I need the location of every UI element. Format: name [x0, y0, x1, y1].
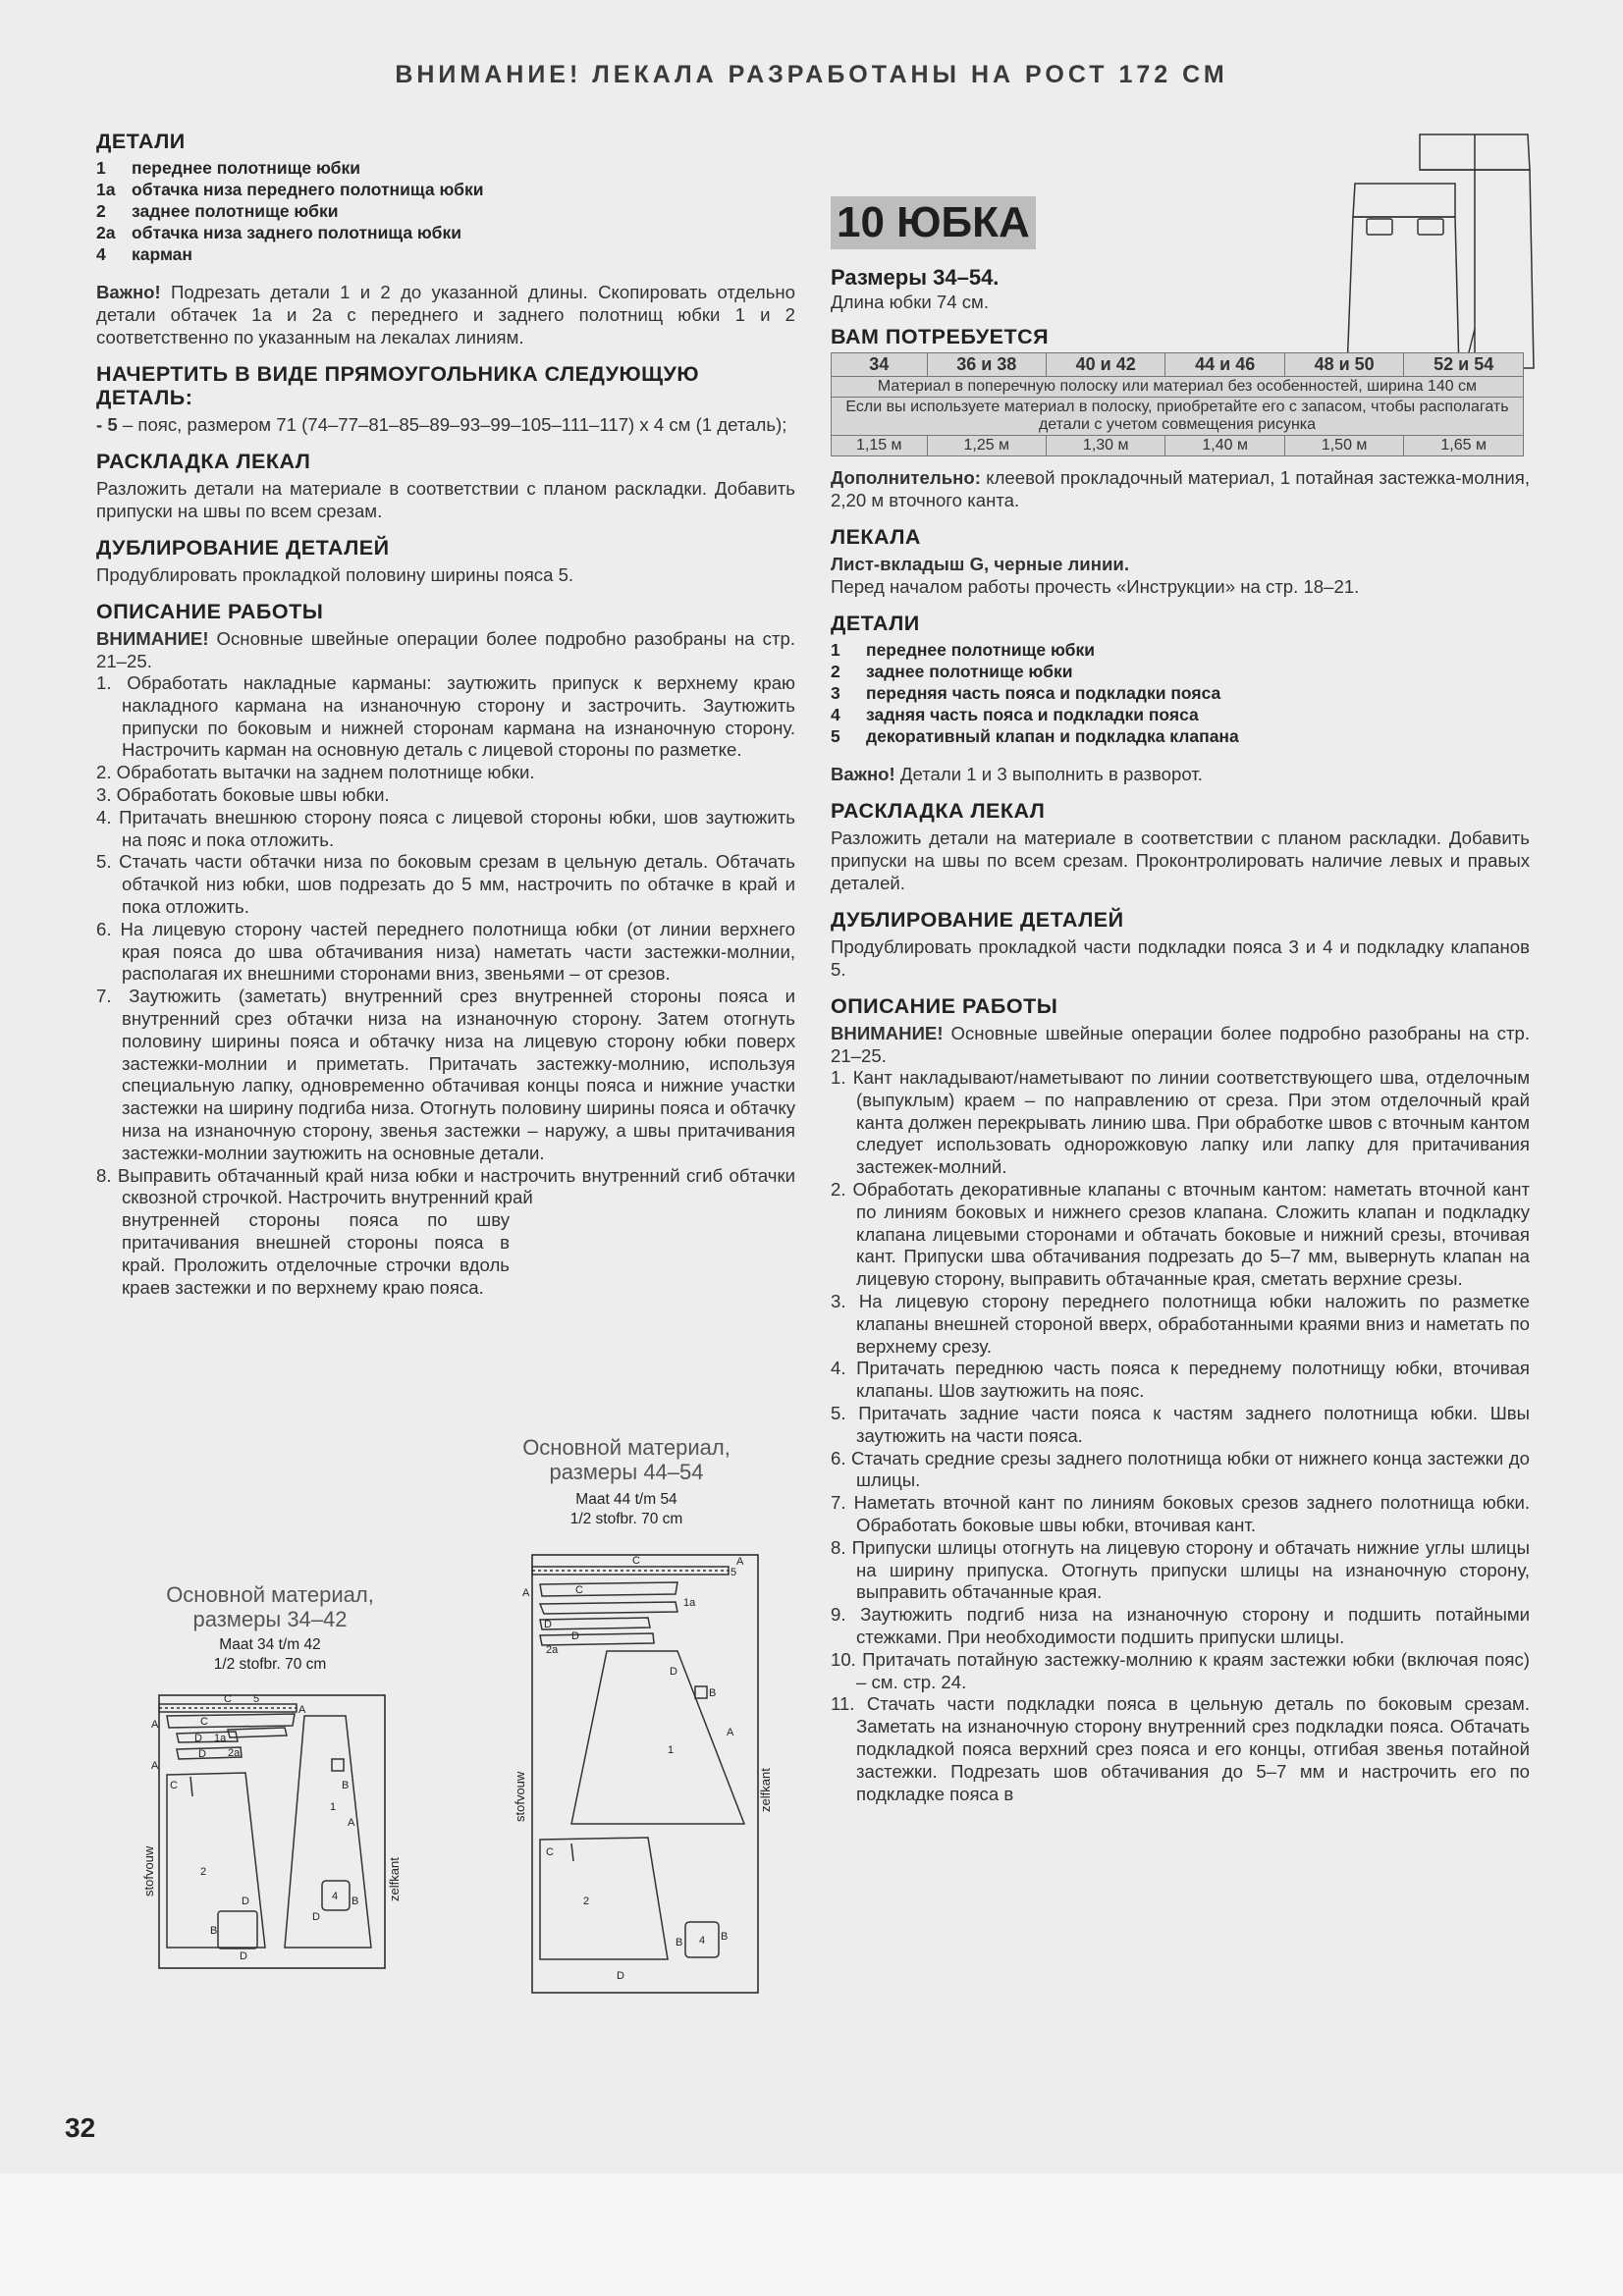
- detail-item: 2 заднее полотнище юбки: [831, 662, 1073, 681]
- label-4: 4: [332, 1891, 339, 1902]
- page-header: ВНИМАНИЕ! ЛЕКАЛА РАЗРАБОТАНЫ НА РОСТ 172 СМ: [395, 61, 1228, 88]
- label-1a: 1a: [683, 1597, 696, 1609]
- label-a: A: [151, 1760, 159, 1772]
- detail-item: 5 декоративный клапан и подкладка клапана: [831, 726, 1239, 746]
- left-column: [96, 128, 795, 1299]
- section-title: 10 ЮБКА: [831, 196, 1036, 249]
- label-a: A: [727, 1727, 734, 1738]
- label-d: D: [312, 1911, 320, 1923]
- label-b: B: [721, 1931, 729, 1943]
- back-panel: [167, 1773, 265, 1948]
- step-item: 5. Притачать задние части пояса к частям заднего полотнища юбки. Швы заутюжить на части пояса.: [831, 1402, 1530, 1446]
- label-a: A: [151, 1719, 159, 1731]
- duplication-text: Продублировать прокладкой части подкладки пояса 3 и 4 и подкладку клапанов 5.: [831, 936, 1530, 980]
- selvage-label: zelfkant: [387, 1857, 402, 1901]
- step-item: 4. Притачать переднюю часть пояса к переднему полотнищу юбки, вточивая клапаны. Шов заутюжить на пояс.: [831, 1358, 1530, 1402]
- label-d: D: [670, 1666, 677, 1678]
- step-item: 7. Заутюжить (заметать) внутренний срез внутренней стороны пояса и внутренний срез обтачки низа на изнаночную сторону. Затем отогнуть половину ширины пояса и обтачку низа на лицевую сторону юбки поверх застежки-молнии и приметать. Притачать застежку-молнию, используя специальную лапку, одновременно обтачивая концы пояса и нижние участки застежки на ширину подгиба низа. Отогнуть половину ширины пояса и обтачку низа на изнаночную сторону, звенья застежки – наружу, а швы притачивания застежки-молнии заутюжить на основные детали.: [96, 986, 795, 1163]
- layout-caption-large: Основной материал, размеры 44–54 Maat 44 t/m 54 1/2 stofbr. 70 cm: [522, 1435, 730, 1527]
- page-background: [0, 2173, 1623, 2296]
- dart-line: [571, 1843, 573, 1861]
- table-row: 1,15 м 1,25 м 1,30 м 1,40 м 1,50 м 1,65 м: [832, 436, 1524, 456]
- pattern-piece: [540, 1618, 650, 1629]
- pattern-piece: [540, 1582, 677, 1596]
- label-c: C: [170, 1780, 178, 1791]
- work-steps: [831, 1067, 1530, 1805]
- label-4: 4: [699, 1935, 706, 1947]
- dart-line: [190, 1777, 192, 1796]
- duplication-text: Продублировать прокладкой половину ширины пояса 5.: [96, 564, 574, 585]
- duplication-heading: ДУБЛИРОВАНИЕ ДЕТАЛЕЙ: [831, 908, 1124, 932]
- layout-text: Разложить детали на материале в соответствии с планом раскладки. Добавить припуски на швы по всем срезам. Проконтролировать наличие левых и правых деталей.: [831, 828, 1530, 893]
- label-d: D: [198, 1748, 206, 1760]
- table-row: Материал в поперечную полоску или материал без особенностей, ширина 140 см: [832, 377, 1524, 398]
- label-2a: 2a: [228, 1747, 241, 1759]
- label-d: D: [571, 1630, 579, 1642]
- extra-note: Дополнительно: клеевой прокладочный материал, 1 потайная застежка-молния, 2,20 м вточного канта.: [831, 467, 1530, 510]
- detail-item: 1а обтачка низа переднего полотнища юбки: [96, 180, 484, 199]
- need-heading: ВАМ ПОТРЕБУЕТСЯ: [831, 325, 1050, 348]
- label-b: B: [709, 1687, 717, 1699]
- step-item: 3. На лицевую сторону переднего полотнища юбки наложить по разметке клапаны внешней стороной вверх, обработанными краями вниз и наметать по верхнему срезу.: [831, 1290, 1530, 1357]
- step-item: 8. Припуски шлицы отогнуть на лицевую сторону и обтачать нижние углы шлицы на ширину припуска. Отогнуть припуски шлицы на изнаночную сторону, выправить обтачанные края.: [831, 1536, 1530, 1603]
- right-column: [831, 126, 1530, 1805]
- work-heading: ОПИСАНИЕ РАБОТЫ: [831, 994, 1058, 1018]
- layout-diagram-small: [137, 1690, 412, 1985]
- layout-diagram-large: [511, 1549, 795, 2001]
- detail-item: 4 карман: [96, 244, 192, 264]
- label-2: 2: [200, 1866, 207, 1878]
- label-5: 5: [253, 1693, 260, 1705]
- attention-note: ВНИМАНИЕ! Основные швейные операции более подробно разобраны на стр. 21–25.: [831, 1023, 1530, 1066]
- detail-item: 1 переднее полотнище юбки: [96, 158, 360, 178]
- patterns-heading: ЛЕКАЛА: [831, 525, 921, 549]
- pocket-mark: [332, 1759, 344, 1771]
- label-d: D: [242, 1896, 249, 1907]
- step-item: 1. Обработать накладные карманы: заутюжить припуск к верхнему краю накладного кармана на изнаночную сторону и застрочить. Заутюжить припуски по боковым и нижней сторонам кармана на изнаночную сторону. Настрочить карман на основную деталь с лицевой стороны по разметке.: [96, 672, 795, 761]
- back-panel: [540, 1838, 668, 1959]
- skirt-length: Длина юбки 74 см.: [831, 292, 989, 312]
- label-d: D: [194, 1733, 202, 1744]
- details-list: [96, 157, 795, 265]
- label-a: A: [736, 1556, 744, 1568]
- pocket-piece: [218, 1911, 257, 1949]
- work-heading: ОПИСАНИЕ РАБОТЫ: [96, 600, 324, 623]
- step-item: 1. Кант накладывают/наметывают по линии соответствующего шва, отделочным (выпуклым) краем – по направлению от среза. При этом отделочный край канта должен перекрывать линию шва. При обработке швов с вточным кантом следует использовать однорожковую лапку или лапку для притачивания застежек-молний.: [831, 1067, 1530, 1178]
- step-item: 7. Наметать вточной кант по линиям боковых срезов заднего полотнища юбки. Обработать боковые швы юбки, вточивая кант.: [831, 1492, 1530, 1535]
- step-item: 5. Стачать части обтачки низа по боковым срезам в цельную деталь. Обтачать обтачкой низ юбки, шов подрезать до 5 мм, настрочить по обтачке в край и пока отложить.: [96, 851, 795, 917]
- important-note: Важно! Подрезать детали 1 и 2 до указанной длины. Скопировать отдельно детали обтачек 1а и 2а с переднего и заднего полотнищ юбки 1 и 2 соответственно по указанным на лекалах линиям.: [96, 282, 795, 347]
- layout-heading: РАСКЛАДКА ЛЕКАЛ: [831, 799, 1046, 823]
- label-b: B: [352, 1896, 359, 1907]
- duplication-heading: ДУБЛИРОВАНИЕ ДЕТАЛЕЙ: [96, 536, 390, 560]
- rect-heading: НАЧЕРТИТЬ В ВИДЕ ПРЯМОУГОЛЬНИКА СЛЕДУЮЩУЮ ДЕТАЛЬ:: [96, 362, 700, 409]
- label-1: 1: [330, 1801, 337, 1813]
- label-5: 5: [730, 1567, 737, 1578]
- step-item: 11. Стачать части подкладки пояса в цельную деталь по боковым срезам. Заметать на изнаночную сторону внутренний срез подкладки пояса. Обтачать подкладкой пояса верхний срез пояса и его концы, отгибая звенья потайной застежки. Подрезать шов обтачивания до 5–7 мм и настрочить его по подкладке пояса в: [831, 1693, 1530, 1804]
- label-1a: 1a: [214, 1733, 227, 1744]
- pocket-mark: [695, 1686, 707, 1698]
- detail-item: 2 заднее полотнище юбки: [96, 201, 339, 221]
- step-item: 4. Притачать внешнюю сторону пояса с лицевой стороны юбки, шов заутюжить на пояс и пока отложить.: [96, 806, 795, 850]
- details-list: [831, 639, 1530, 747]
- selvage-label: zelfkant: [758, 1768, 773, 1812]
- step-item: 3. Обработать боковые швы юбки.: [96, 783, 390, 805]
- step-item: 2. Обработать вытачки на заднем полотнище юбки.: [96, 762, 535, 783]
- step-item: 8. Выправить обтачанный край низа юбки и настрочить внутренний сгиб обтачки сквозной строчкой. Настрочить внутренний край: [96, 1164, 795, 1208]
- table-row: Если вы используете материал в полоску, приобретайте его с запасом, чтобы располагать детали с учетом совмещения рисунка: [832, 398, 1524, 436]
- label-2: 2: [583, 1896, 590, 1907]
- detail-item: 4 задняя часть пояса и подкладки пояса: [831, 705, 1199, 724]
- label-a: A: [348, 1817, 355, 1829]
- detail-item: 3 передняя часть пояса и подкладки пояса: [831, 683, 1221, 703]
- page-number: 32: [65, 2112, 96, 2143]
- step-item: 6. На лицевую сторону частей переднего полотнища юбки (от линии верхнего края пояса до шва обтачивания низа) наметать части застежки-молнии, располагая их внешними сторонами вниз, звеньями – от срезов.: [96, 918, 795, 985]
- front-panel: [285, 1716, 371, 1948]
- details-heading: ДЕТАЛИ: [831, 612, 920, 635]
- label-c: C: [575, 1584, 583, 1596]
- important-note: Важно! Детали 1 и 3 выполнить в разворот.: [831, 764, 1203, 784]
- fold-label: stofvouw: [513, 1771, 527, 1822]
- label-b: B: [342, 1780, 350, 1791]
- layout-text: Разложить детали на материале в соответствии с планом раскладки. Добавить припуски на швы по всем срезам.: [96, 478, 795, 521]
- layout-caption-small: Основной материал, размеры 34–42 Maat 34 t/m 42 1/2 stofbr. 70 cm: [166, 1582, 374, 1673]
- step-item: 6. Стачать средние срезы заднего полотнища юбки от нижнего конца застежки до шлицы.: [831, 1447, 1530, 1491]
- layout-heading: РАСКЛАДКА ЛЕКАЛ: [96, 450, 311, 473]
- label-d: D: [240, 1950, 247, 1962]
- label-c: C: [224, 1693, 232, 1705]
- label-d: D: [617, 1970, 624, 1982]
- material-table: [831, 352, 1524, 456]
- step-item: 9. Заутюжить подгиб низа на изнаночную сторону и подшить потайными стежками. При необходимости подшить припуски шлицы.: [831, 1604, 1530, 1647]
- label-2a: 2a: [546, 1644, 559, 1656]
- details-heading: ДЕТАЛИ: [96, 130, 186, 153]
- label-c: C: [632, 1555, 640, 1567]
- step8-continued: внутренней стороны пояса по шву притачивания внешней стороны пояса в край. Проложить отделочные строчки вдоль краев застежки и по верхнему краю пояса.: [122, 1209, 510, 1298]
- step-item: 2. Обработать декоративные клапаны с вточным кантом: наметать вточной кант по линиям боковых и нижнего срезов клапана. Сложить клапан и подкладку клапана лицевыми сторонами и обтачать боковые и нижний срезы, вточивая кант. Припуски шва обтачивания подрезать до 5–7 мм, вывернуть клапан на лицевую сторону, выправить обтачанные края, сметать верхние срезы.: [831, 1178, 1530, 1290]
- attention-note: ВНИМАНИЕ! Основные швейные операции более подробно разобраны на стр. 21–25.: [96, 628, 795, 671]
- label-b: B: [210, 1925, 218, 1937]
- patterns-text: Перед началом работы прочесть «Инструкции» на стр. 18–21.: [831, 576, 1360, 597]
- pattern-piece: [167, 1714, 295, 1728]
- patterns-sheet: Лист-вкладыш G, черные линии.: [831, 554, 1129, 574]
- step-item: 10. Притачать потайную застежку-молнию к краям застежки юбки (включая пояс) – см. стр. 24.: [831, 1648, 1530, 1692]
- work-steps: [96, 672, 795, 1209]
- detail-item: 1 переднее полотнище юбки: [831, 640, 1095, 660]
- table-row: 34 36 и 38 40 и 42 44 и 46 48 и 50 52 и 54: [832, 353, 1524, 377]
- label-c: C: [546, 1846, 554, 1858]
- pattern-piece: [540, 1602, 677, 1614]
- front-panel: [571, 1651, 744, 1824]
- label-c: C: [200, 1716, 208, 1728]
- rect-detail: - 5 – пояс, размером 71 (74–77–81–85–89–93–99–105–111–117) х 4 см (1 деталь);: [96, 414, 787, 435]
- label-a: A: [298, 1704, 306, 1716]
- fold-label: stofvouw: [141, 1845, 156, 1896]
- label-b: B: [676, 1937, 683, 1949]
- sizes-label: Размеры 34–54.: [831, 265, 1000, 290]
- detail-item: 2а обтачка низа заднего полотнища юбки: [96, 223, 461, 242]
- label-1: 1: [668, 1744, 675, 1756]
- label-d: D: [544, 1619, 552, 1630]
- label-a: A: [522, 1587, 530, 1599]
